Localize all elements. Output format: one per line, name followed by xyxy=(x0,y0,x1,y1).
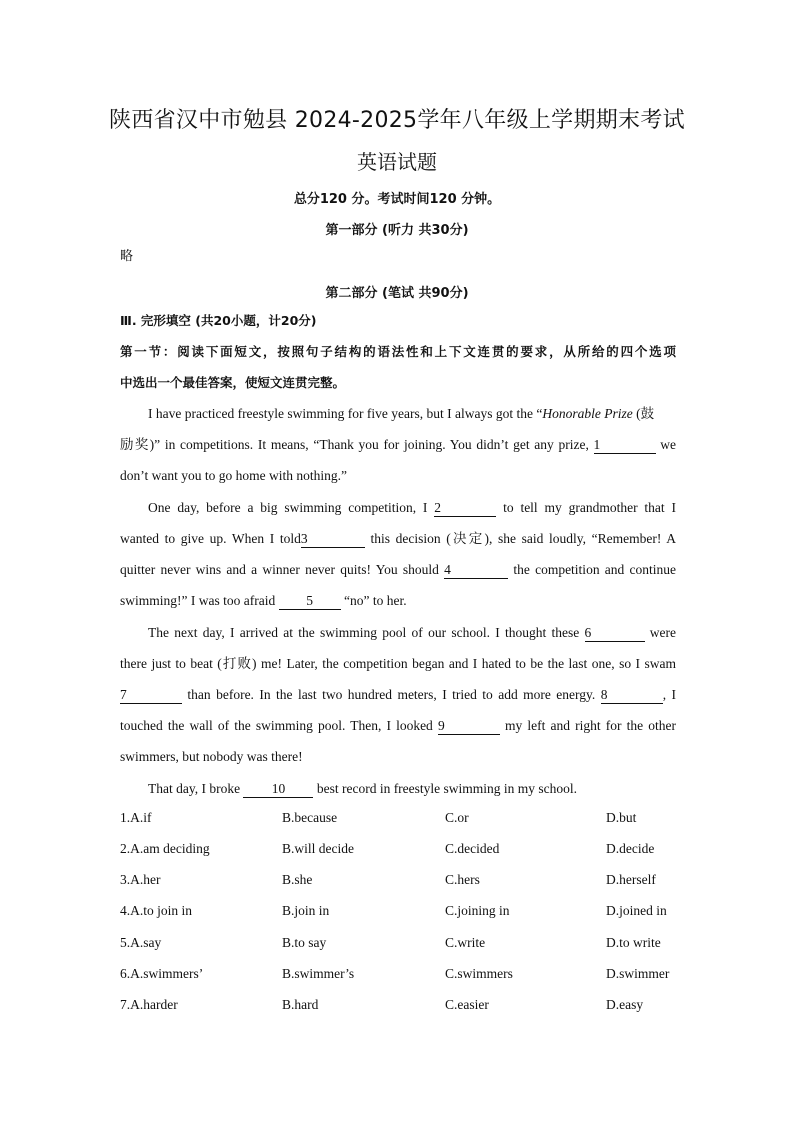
option-a[interactable]: 2.A.am deciding xyxy=(120,841,210,856)
option-a[interactable]: 4.A.to join in xyxy=(120,903,193,918)
passage-text: the competition and continue xyxy=(508,562,676,577)
passage-line xyxy=(148,623,676,643)
passage-text: my left and right for the other xyxy=(499,718,677,733)
option-d[interactable]: D.easy xyxy=(606,997,644,1012)
passage-text: One day, before a big swimming competition, I xyxy=(148,500,435,515)
option-b[interactable]: B.swimmer’s xyxy=(282,966,355,981)
option-c[interactable]: C.decided xyxy=(445,841,500,856)
option-c[interactable]: C.joining in xyxy=(445,903,510,918)
passage-line xyxy=(148,779,676,799)
part1-heading: 第一部分 (听力 共30分) xyxy=(325,223,469,238)
passage-line xyxy=(120,685,676,705)
passage-text: were xyxy=(644,625,676,640)
passage-text: “no” to her. xyxy=(340,593,407,608)
passage-text: I have practiced freestyle swimming for five years, but I always got the “ xyxy=(148,406,543,421)
passage-text: swimming!” I was too afraid xyxy=(120,593,279,608)
option-c[interactable]: C.write xyxy=(445,935,486,950)
instruction-line-1: 第一节：阅读下面短文，按照句子结构的语法性和上下文连贯的要求，从所给的四个选项 xyxy=(120,344,676,359)
passage-line xyxy=(120,529,676,549)
passage-line: there just to beat (打败) me! Later, the competition began and I hated to be the last one, so I swam xyxy=(120,656,676,671)
blank-6[interactable]: 6 xyxy=(585,625,645,642)
passage-line: don’t want you to go home with nothing.” xyxy=(120,468,347,483)
question-row xyxy=(120,903,680,923)
passage-text: quitter never wins and a winner never quits! You should xyxy=(120,562,445,577)
passage-text: The next day, I arrived at the swimming pool of our school. I thought these xyxy=(148,625,585,640)
exam-title: 陕西省汉中市勉县 2024-2025学年八年级上学期期末考试 xyxy=(109,108,685,133)
option-d[interactable]: D.joined in xyxy=(606,903,667,918)
passage-text: That day, I broke xyxy=(148,781,244,796)
question-row xyxy=(120,810,680,830)
option-b[interactable]: B.will decide xyxy=(282,841,354,856)
blank-7[interactable]: 7 xyxy=(120,687,182,704)
option-d[interactable]: D.swimmer xyxy=(606,966,670,981)
passage-text: (鼓 xyxy=(632,406,655,421)
passage-text: touched the wall of the swimming pool. Then, I looked xyxy=(120,718,438,733)
blank-2[interactable]: 2 xyxy=(434,500,496,517)
blank-5[interactable]: 5 xyxy=(279,593,341,610)
blank-10[interactable]: 10 xyxy=(243,781,313,798)
option-a[interactable]: 1.A.if xyxy=(120,810,152,825)
blank-9[interactable]: 9 xyxy=(438,718,500,735)
part2-heading: 第二部分 (笔试 共90分) xyxy=(325,286,469,301)
option-d[interactable]: D.to write xyxy=(606,935,661,950)
passage-text: than before. In the last two hundred meters, I tried to add more energy. xyxy=(182,687,601,702)
option-c[interactable]: C.or xyxy=(445,810,469,825)
option-a[interactable]: 6.A.swimmers’ xyxy=(120,966,204,981)
passage-line xyxy=(120,591,676,611)
passage-line xyxy=(120,560,676,580)
option-c[interactable]: C.easier xyxy=(445,997,489,1012)
passage-text: this decision (决定), she said loudly, “Remember! A xyxy=(364,531,676,546)
option-d[interactable]: D.but xyxy=(606,810,637,825)
passage-line xyxy=(120,435,676,455)
section-heading: Ⅲ. 完形填空 (共20小题，计20分) xyxy=(120,313,317,328)
blank-3[interactable]: 3 xyxy=(301,531,365,548)
passage-line xyxy=(148,498,676,518)
option-c[interactable]: C.swimmers xyxy=(445,966,513,981)
question-row xyxy=(120,935,680,955)
instruction-line-2: 中选出一个最佳答案，使短文连贯完整。 xyxy=(120,375,346,390)
question-row xyxy=(120,997,680,1017)
option-d[interactable]: D.herself xyxy=(606,872,656,887)
passage-text: to tell my grandmother that I xyxy=(496,500,676,515)
option-b[interactable]: B.to say xyxy=(282,935,327,950)
question-row xyxy=(120,841,680,861)
blank-1[interactable]: 1 xyxy=(594,437,656,454)
passage-text: 励奖)” in competitions. It means, “Thank you for joining. You didn’t get any prize, xyxy=(120,437,594,452)
question-row xyxy=(120,872,680,892)
option-b[interactable]: B.hard xyxy=(282,997,319,1012)
blank-4[interactable]: 4 xyxy=(444,562,508,579)
option-a[interactable]: 5.A.say xyxy=(120,935,162,950)
passage-italic-text: Honorable Prize xyxy=(542,406,633,421)
part1-content: 略 xyxy=(120,249,134,264)
option-b[interactable]: B.because xyxy=(282,810,338,825)
option-b[interactable]: B.she xyxy=(282,872,313,887)
option-b[interactable]: B.join in xyxy=(282,903,330,918)
passage-text: , I xyxy=(662,687,676,702)
passage-text: we xyxy=(655,437,676,452)
option-a[interactable]: 7.A.harder xyxy=(120,997,178,1012)
passage-line xyxy=(120,716,676,736)
option-d[interactable]: D.decide xyxy=(606,841,655,856)
option-c[interactable]: C.hers xyxy=(445,872,480,887)
option-a[interactable]: 3.A.her xyxy=(120,872,161,887)
passage-line xyxy=(148,404,676,424)
passage-line: swimmers, but nobody was there! xyxy=(120,749,303,764)
blank-8[interactable]: 8 xyxy=(601,687,663,704)
exam-subject: 英语试题 xyxy=(357,150,437,174)
score-info: 总分120 分。考试时间120 分钟。 xyxy=(293,192,501,207)
passage-text: wanted to give up. When I told xyxy=(120,531,301,546)
passage-text: best record in freestyle swimming in my school. xyxy=(313,781,578,796)
question-row xyxy=(120,966,680,986)
